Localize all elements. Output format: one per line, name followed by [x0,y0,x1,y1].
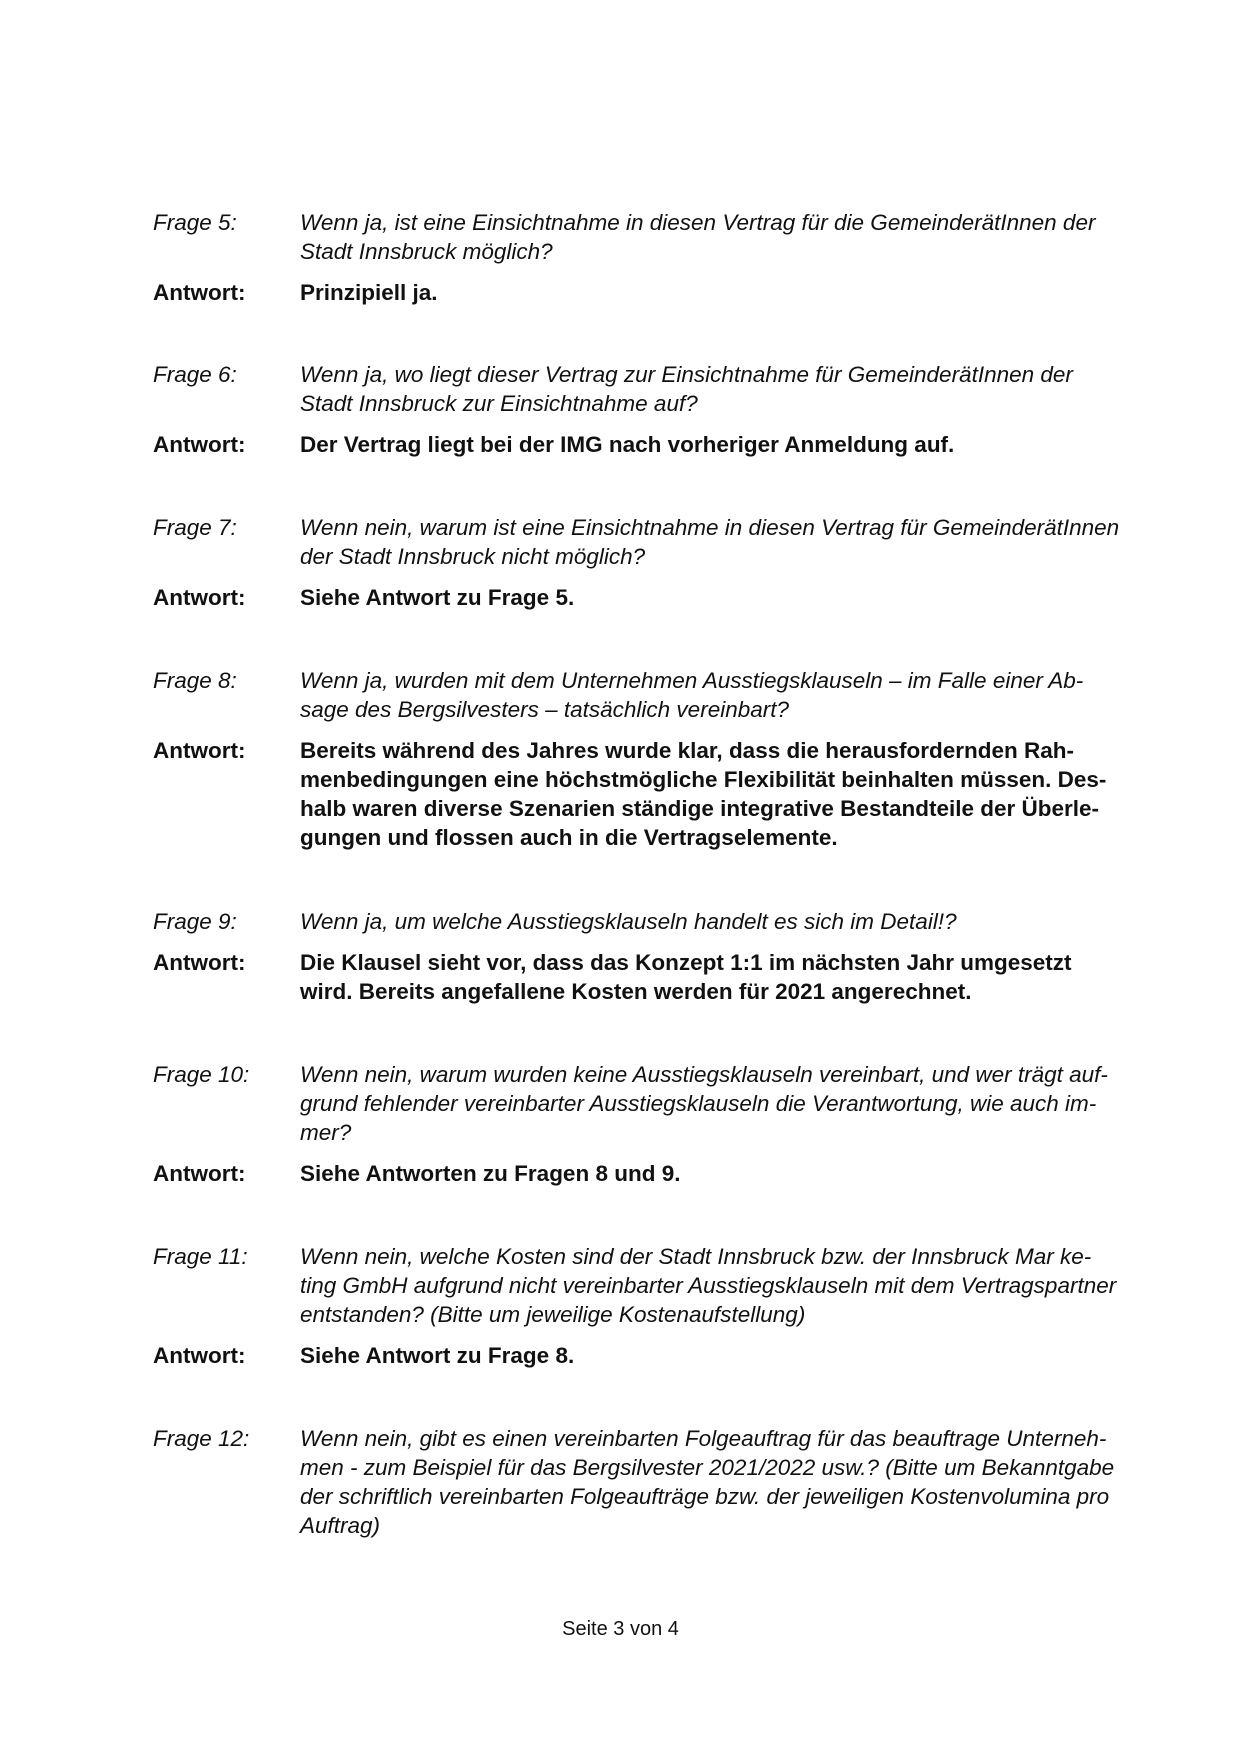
question-text [300,1060,1143,1147]
question-line: mer? [300,1120,352,1145]
answer-text [300,1341,1143,1370]
answer-row [153,1159,1143,1188]
answer-label: Antwort: [153,585,246,610]
answer-text [300,430,1143,459]
answer-label: Antwort: [153,1343,246,1368]
question-text [300,666,1143,724]
answer-line: Siehe Antwort zu Frage 8. [300,1343,575,1368]
question-line: Wenn ja, um welche Ausstiegsklauseln handelt es sich im Detail!? [300,909,957,934]
answer-text [300,278,1143,307]
question-line: Wenn ja, ist eine Einsichtnahme in diesen Vertrag für die GemeinderätInnen der [300,210,1096,235]
question-line: Wenn ja, wurden mit dem Unternehmen Ausstiegsklauseln – im Falle einer Ab- [300,668,1084,693]
qa-block-8 [153,666,1143,852]
answer-row [153,1341,1143,1370]
question-row [153,666,1143,724]
question-label: Frage 12: [153,1426,250,1451]
question-row [153,208,1143,266]
qa-block-5 [153,208,1143,307]
answer-line: Prinzipiell ja. [300,280,438,305]
question-line: Stadt Innsbruck möglich? [300,239,553,264]
question-line: Auftrag) [300,1513,381,1538]
answer-line: Siehe Antwort zu Frage 5. [300,585,575,610]
question-label: Frage 9: [153,909,237,934]
answer-label: Antwort: [153,432,246,457]
answer-label: Antwort: [153,738,246,763]
question-line: Wenn ja, wo liegt dieser Vertrag zur Einsichtnahme für GemeinderätInnen der [300,362,1073,387]
question-text [300,360,1143,418]
qa-block-10 [153,1060,1143,1188]
question-line: men - zum Beispiel für das Bergsilvester 2021/2022 usw.? (Bitte um Bekanntgabe [300,1455,1115,1480]
question-text [300,907,1143,936]
answer-text [300,736,1143,852]
question-text [300,1424,1143,1540]
question-row [153,1060,1143,1147]
answer-line: Die Klausel sieht vor, dass das Konzept 1:1 im nächsten Jahr umgesetzt [300,950,1072,975]
answer-line: gungen und flossen auch in die Vertragselemente. [300,825,838,850]
question-row [153,360,1143,418]
question-label: Frage 11: [153,1244,248,1269]
answer-line: Bereits während des Jahres wurde klar, dass die herausfordernden Rah- [300,738,1075,763]
question-text [300,1242,1143,1329]
question-label: Frage 8: [153,668,237,693]
answer-text [300,1159,1143,1188]
qa-block-12 [153,1424,1143,1540]
answer-row [153,948,1143,1006]
answer-line: Siehe Antworten zu Fragen 8 und 9. [300,1161,681,1186]
answer-line: wird. Bereits angefallene Kosten werden für 2021 angerechnet. [300,979,972,1004]
question-row [153,1242,1143,1329]
answer-text [300,948,1143,1006]
answer-line: menbedingungen eine höchstmögliche Flexibilität beinhalten müssen. Des- [300,767,1107,792]
question-line: der schriftlich vereinbarten Folgeaufträge bzw. der jeweiligen Kostenvolumina pro [300,1484,1110,1509]
answer-row [153,430,1143,459]
qa-block-9 [153,907,1143,1006]
question-text [300,513,1143,571]
answer-label: Antwort: [153,280,246,305]
question-line: Wenn nein, gibt es einen vereinbarten Folgeauftrag für das beauftrage Unterneh- [300,1426,1107,1451]
answer-text [300,583,1143,612]
question-line: Stadt Innsbruck zur Einsichtnahme auf? [300,391,698,416]
question-label: Frage 7: [153,515,237,540]
question-line: Wenn nein, warum ist eine Einsichtnahme in diesen Vertrag für GemeinderätInnen [300,515,1120,540]
answer-label: Antwort: [153,950,246,975]
question-label: Frage 6: [153,362,237,387]
answer-row [153,278,1143,307]
question-label: Frage 10: [153,1062,250,1087]
question-line: entstanden? (Bitte um jeweilige Kostenaufstellung) [300,1302,806,1327]
question-line: ting GmbH aufgrund nicht vereinbarter Ausstiegsklauseln mit dem Vertragspartner [300,1273,1117,1298]
question-line: Wenn nein, warum wurden keine Ausstiegsklauseln vereinbart, und wer trägt auf- [300,1062,1108,1087]
question-line: Wenn nein, welche Kosten sind der Stadt Innsbruck bzw. der Innsbruck Mar ke- [300,1244,1092,1269]
question-row [153,513,1143,571]
question-row [153,1424,1143,1540]
question-label: Frage 5: [153,210,237,235]
question-text [300,208,1143,266]
page-number: Seite 3 von 4 [562,1618,679,1640]
answer-line: halb waren diverse Szenarien ständige integrative Bestandteile der Überle- [300,796,1100,821]
answer-row [153,736,1143,852]
question-line: der Stadt Innsbruck nicht möglich? [300,544,646,569]
qa-block-7 [153,513,1143,612]
answer-label: Antwort: [153,1161,246,1186]
answer-line: Der Vertrag liegt bei der IMG nach vorheriger Anmeldung auf. [300,432,955,457]
question-line: sage des Bergsilvesters – tatsächlich vereinbart? [300,697,790,722]
answer-row [153,583,1143,612]
question-line: grund fehlender vereinbarter Ausstiegsklauseln die Verantwortung, wie auch im- [300,1091,1097,1116]
question-row [153,907,1143,936]
qa-block-6 [153,360,1143,459]
qa-block-11 [153,1242,1143,1370]
